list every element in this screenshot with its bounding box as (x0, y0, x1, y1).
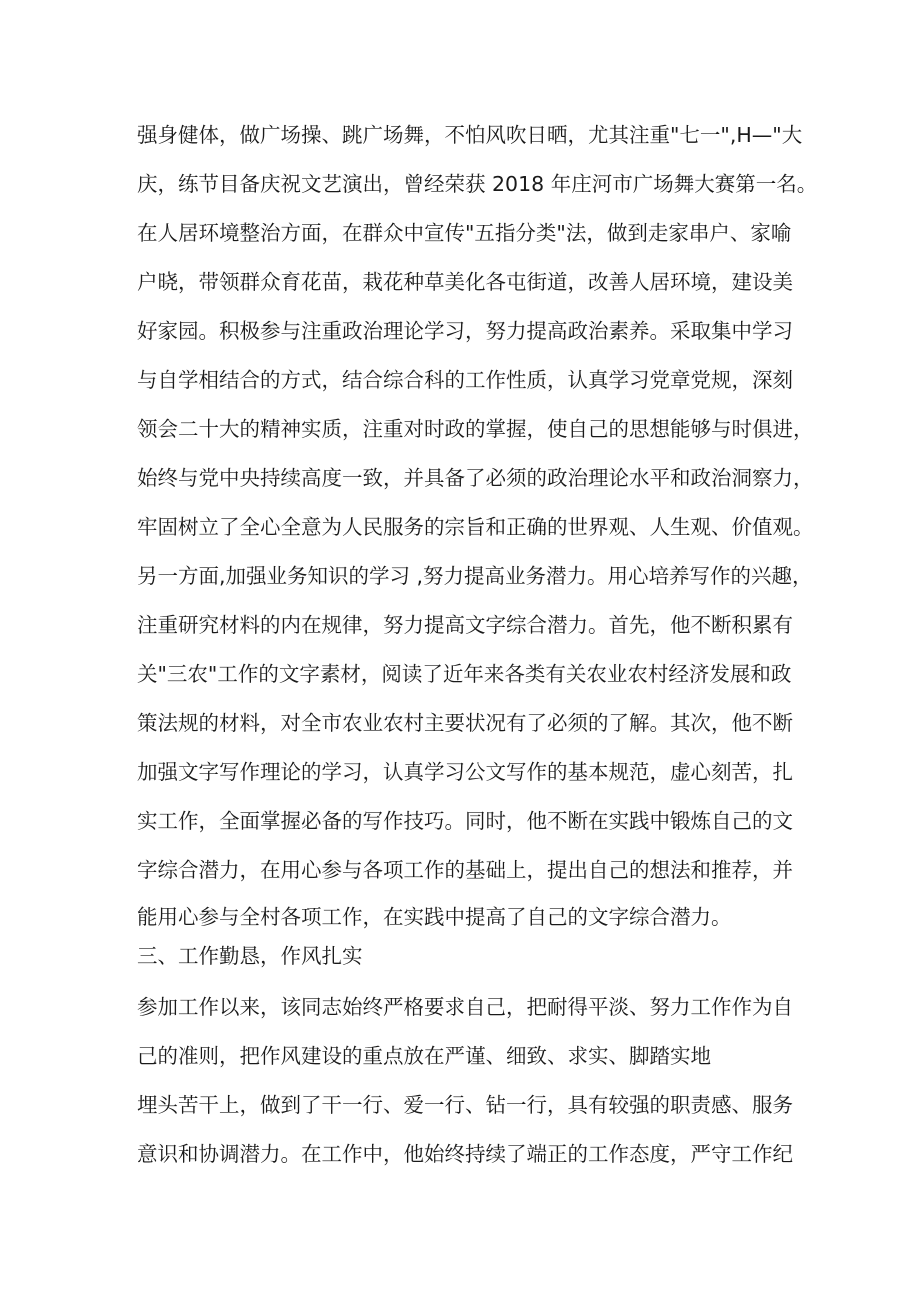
section-heading: 三、工作勤恳，作风扎实 (137, 944, 363, 968)
paragraph-line: 策法规的材料，对全市农业农村主要状况有了必须的了解。其次，他不断 (137, 711, 793, 735)
paragraph-line: 注重研究材料的内在规律，努力提高文字综合潜力。首先，他不断积累有 (137, 613, 793, 637)
paragraph-line: 关"三农"工作的文字素材，阅读了近年来各类有关农业农村经济发展和政 (137, 662, 792, 686)
paragraph-line: 能用心参与全村各项工作，在实践中提高了自己的文字综合潜力。 (137, 905, 732, 929)
paragraph-line: 在人居环境整治方面，在群众中宣传"五指分类"法，做到走家串户、家喻 (137, 221, 792, 245)
paragraph-line: 埋头苦干上，做到了干一行、爱一行、钻一行，具有较强的职责感、服务 (137, 1093, 793, 1117)
paragraph-line: 参加工作以来，该同志始终严格要求自己，把耐得平淡、努力工作作为自 (137, 995, 793, 1019)
paragraph-line: 己的准则，把作风建设的重点放在严谨、细致、求实、脚踏实地 (137, 1044, 711, 1068)
paragraph-line: 另一方面,加强业务知识的学习 ,努力提高业务潜力。用心培养写作的兴趣， (137, 564, 813, 588)
paragraph-line: 领会二十大的精神实质，注重对时政的掌握，使自己的思想能够与时俱进， (137, 417, 814, 441)
paragraph-line: 牢固树立了全心全意为人民服务的宗旨和正确的世界观、人生观、价值观。 (137, 515, 814, 539)
paragraph-line: 加强文字写作理论的学习，认真学习公文写作的基本规范，虚心刻苦，扎 (137, 760, 793, 784)
paragraph-line: 户晓，带领群众育花苗，栽花种草美化各屯街道，改善人居环境，建设美 (137, 270, 793, 294)
paragraph-line: 强身健体，做广场操、跳广场舞，不怕风吹日晒，尤其注重"七一",H—"大 (137, 123, 803, 147)
paragraph-line: 字综合潜力，在用心参与各项工作的基础上，提出自己的想法和推荐，并 (137, 858, 793, 882)
paragraph-line: 始终与党中央持续高度一致，并具备了必须的政治理论水平和政治洞察力， (137, 466, 814, 490)
paragraph-line: 与自学相结合的方式，结合综合科的工作性质，认真学习党章党规，深刻 (137, 368, 793, 392)
paragraph-line: 意识和协调潜力。在工作中，他始终持续了端正的工作态度，严守工作纪 (137, 1142, 793, 1166)
paragraph-line: 庆，练节目备庆祝文艺演出，曾经荣获 2018 年庄河市广场舞大赛第一名。 (137, 172, 818, 196)
paragraph-line: 实工作，全面掌握必备的写作技巧。同时，他不断在实践中锻炼自己的文 (137, 809, 793, 833)
paragraph-line: 好家园。积极参与注重政治理论学习，努力提高政治素养。采取集中学习 (137, 319, 793, 343)
